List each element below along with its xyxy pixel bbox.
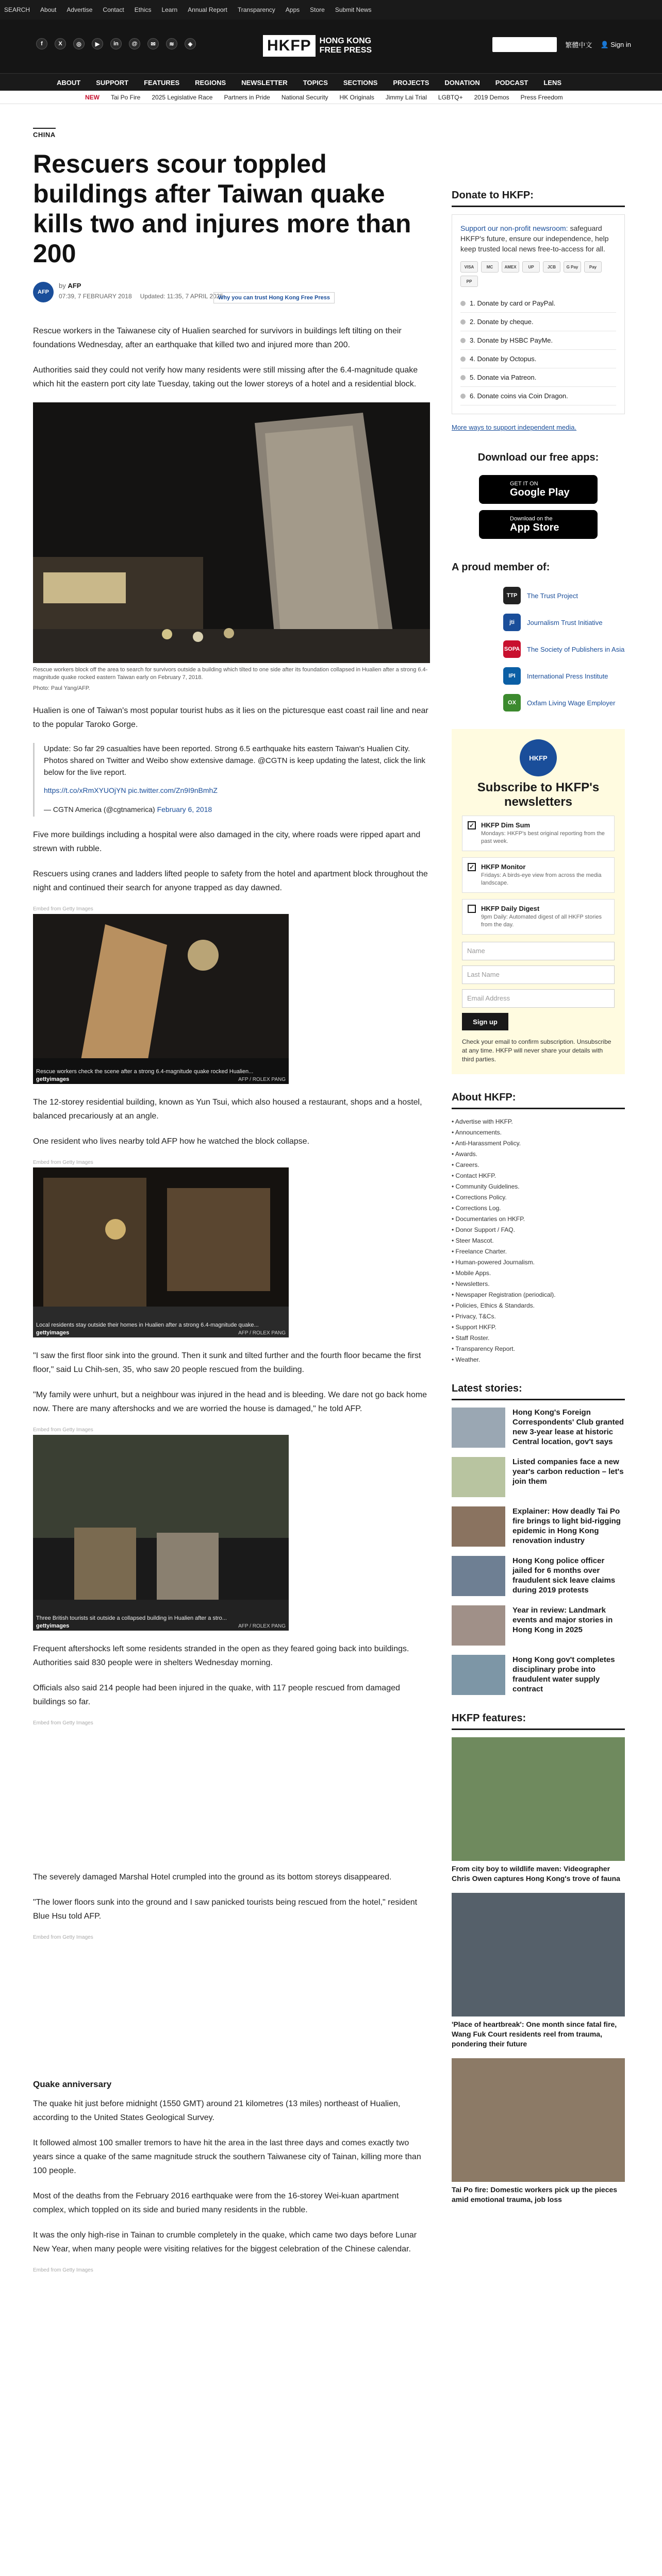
paragraph: Hualien is one of Taiwan's most popular tourist hubs as it lies on the picturesque east coast rail line and near to the popular Taroko Gorge.: [33, 706, 428, 729]
nav-item[interactable]: TOPICS: [303, 78, 328, 87]
paragraph: "The lower floors sunk into the ground and I saw panicked tourists being rescued from the hotel," resident Blue Hsu told AFP.: [33, 1898, 418, 1921]
author-avatar[interactable]: AFP: [33, 282, 54, 302]
member-item[interactable]: [503, 640, 625, 658]
trending-link[interactable]: HK Originals: [339, 94, 374, 101]
paragraph: Officials also said 214 people had been injured in the quake, with 117 people rescued from damaged buildings so far.: [33, 1684, 400, 1706]
sidebar: [452, 128, 625, 2214]
apps-heading: Download our free apps:: [477, 452, 599, 463]
payment-card-icon: PP: [460, 276, 478, 287]
nav-item[interactable]: REGIONS: [195, 78, 226, 87]
latest-stories: [452, 1408, 625, 1695]
paragraph: Frequent aftershocks left some residents stranded in the open as they feared going back into buildings. Authorities said 830 people were in shelters Wednesday morning.: [33, 1645, 409, 1667]
utility-link[interactable]: Contact: [103, 6, 124, 13]
tweet-embed: [33, 743, 430, 817]
story-thumbnail[interactable]: [452, 1408, 505, 1448]
latest-story[interactable]: [452, 1655, 625, 1695]
getty-embed-2: [33, 1160, 430, 1337]
newsletter-options: [462, 816, 615, 935]
embed-credit: Embed from Getty Images: [33, 906, 93, 912]
story-title[interactable]: Explainer: How deadly Tai Po fire brings to light bid-rigging epidemic in Hong Kong renovation industry: [512, 1507, 621, 1545]
newsletter-title: HKFP Daily Digest: [481, 905, 540, 912]
tweet-author: — CGTN America (@cgtnamerica): [44, 805, 155, 814]
about-link-label: Support HKFP.: [455, 1324, 496, 1331]
embed-credit: Embed from Getty Images: [33, 1427, 93, 1433]
getty-embed-1: [33, 906, 430, 1084]
donate-options: [460, 294, 616, 405]
about-link-label: Careers.: [455, 1161, 479, 1168]
payment-cards: [460, 261, 616, 287]
about-link[interactable]: • Staff Roster.: [452, 1334, 490, 1342]
about-link-label: Newspaper Registration (periodical).: [455, 1291, 556, 1298]
payment-card-icon: VISA: [460, 261, 478, 273]
masthead: [0, 20, 662, 73]
sign-in-link[interactable]: 👤 Sign in: [600, 40, 631, 48]
rss-icon[interactable]: ≋: [166, 38, 177, 49]
about-link-label: Community Guidelines.: [455, 1183, 520, 1190]
trending-link[interactable]: 2019 Demos: [474, 94, 509, 101]
logo-mark: HKFP: [263, 35, 316, 57]
features-heading: HKFP features:: [452, 1713, 625, 1730]
about-link[interactable]: • Transparency Report.: [452, 1345, 515, 1352]
section-heading: Quake anniversary: [33, 2079, 112, 2089]
feature-image[interactable]: [452, 1737, 625, 1861]
trust-link[interactable]: Why you can trust Hong Kong Free Press: [213, 292, 335, 303]
trending-bar: [0, 91, 662, 104]
paragraph: Rescue workers in the Taiwanese city of Hualien searched for survivors in buildings left tilting on their foundations Wednesday, after an earthquake that killed two and injured more than 200.: [33, 327, 402, 349]
story-title[interactable]: Hong Kong's Foreign Correspondents' Club granted new 3-year lease at historic Central location, gov't says: [512, 1408, 624, 1446]
donate-option[interactable]: [460, 368, 616, 387]
about-link-label: Awards.: [455, 1150, 478, 1158]
feature-title[interactable]: 'Place of heartbreak': One month since fatal fire, Wang Fuk Court residents reel from trauma, pondering their future: [452, 2020, 617, 2048]
newsletter-desc: Fridays: A birds-eye view from across the media landscape.: [481, 872, 602, 886]
member-name: The Trust Project: [527, 591, 578, 600]
category-label[interactable]: CHINA: [33, 128, 56, 139]
latest-heading: Latest stories:: [452, 1383, 625, 1400]
about-link[interactable]: • Careers.: [452, 1161, 479, 1168]
embed-credit: Embed from Getty Images: [33, 1160, 93, 1165]
feature-title[interactable]: From city boy to wildlife maven: Videographer Chris Owen captures Hong Kong's trove of fauna: [452, 1865, 620, 1883]
newsletter-heading: Subscribe to HKFP's newsletters: [477, 781, 600, 809]
getty-tag: AFP / ROLEX PANG: [238, 1077, 286, 1082]
tweet-text: Update: So far 29 casualties have been reported. Strong 6.5 earthquake hits eastern Taiwan's Hualien City. Photos shared on Twitter and Weibo show extensive damage. @CGTN is keep updating the latest, click the link below for the live report.: [44, 744, 426, 777]
donate-heading: Donate to HKFP:: [452, 190, 625, 207]
getty-tag: AFP / ROLEX PANG: [238, 1623, 286, 1629]
payment-card-icon: JCB: [543, 261, 560, 273]
newsletter-option-text: [481, 821, 609, 845]
donate-option[interactable]: [460, 350, 616, 368]
linkedin-icon[interactable]: in: [110, 38, 122, 49]
paragraph: Most of the deaths from the February 2016 earthquake were from the 16-storey Wei-kuan apartment complex, which toppled on its side and buried many residents in the rubble.: [33, 2192, 399, 2214]
trending-link[interactable]: LGBTQ+: [438, 94, 463, 101]
radio-icon[interactable]: [460, 338, 466, 343]
latest-story[interactable]: [452, 1556, 625, 1596]
about-link[interactable]: • Support HKFP.: [452, 1324, 496, 1331]
feature-image[interactable]: [452, 1893, 625, 2016]
byline: [33, 280, 430, 307]
by-label: by: [59, 282, 66, 290]
site-logo[interactable]: [263, 29, 400, 63]
member-name: International Press Institute: [527, 672, 608, 680]
feature-story[interactable]: [452, 1893, 625, 2049]
about-link-label: Weather.: [455, 1356, 481, 1363]
member-name: Journalism Trust Initiative: [527, 618, 603, 626]
story-thumbnail[interactable]: [452, 1457, 505, 1497]
paragraph: Five more buildings including a hospital were also damaged in the city, where roads were ripped apart and strewn with rubble.: [33, 831, 421, 853]
about-link[interactable]: • Advertise with HKFP.: [452, 1118, 513, 1125]
top-utility-bar: [0, 0, 662, 20]
about-link-label: Policies, Ethics & Standards.: [455, 1302, 535, 1309]
about-link-label: Freelance Charter.: [455, 1248, 507, 1255]
about-link[interactable]: • Policies, Ethics & Standards.: [452, 1302, 535, 1309]
photo-illustration: [33, 402, 430, 663]
story-title[interactable]: Year in review: Landmark events and major stories in Hong Kong in 2025: [512, 1606, 613, 1634]
about-link-label: Contact HKFP.: [455, 1172, 496, 1179]
donate-option[interactable]: [460, 331, 616, 350]
about-link[interactable]: • Announcements.: [452, 1129, 502, 1136]
newsletter-desc: 9pm Daily: Automated digest of all HKFP stories from the day.: [481, 914, 602, 928]
member-logo-icon: TTP: [503, 587, 521, 604]
app-store-small: Download on the: [510, 515, 553, 522]
story-thumbnail[interactable]: [452, 1605, 505, 1646]
newsletter-option-text: [481, 905, 609, 929]
about-link-label: Corrections Policy.: [455, 1194, 507, 1201]
about-link-label: Mobile Apps.: [455, 1269, 491, 1277]
residents-outside-photo[interactable]: [33, 1167, 289, 1337]
getty-logo: gettyimages: [36, 1076, 70, 1082]
newsletter-box: [452, 729, 625, 1074]
utility-link[interactable]: Annual Report: [188, 6, 227, 13]
bluesky-icon[interactable]: ◈: [185, 38, 196, 49]
latest-story[interactable]: [452, 1457, 625, 1497]
donate-intro-text: safeguard HKFP's future, ensure our independence, help keep trusted local news free-to-access for all.: [460, 224, 609, 253]
payment-card-icon: Pay: [584, 261, 602, 273]
donate-option-label: 5. Donate via Patreon.: [470, 374, 537, 381]
donate-option-label: 3. Donate by HSBC PayMe.: [470, 336, 553, 344]
trending-link[interactable]: Tai Po Fire: [111, 94, 141, 101]
utility-link[interactable]: Transparency: [237, 6, 275, 13]
paragraph: Authorities said they could not verify how many residents were still missing after the 6.4-magnitude quake which hit the eastern port city late Tuesday, taking out the lower storeys of a hotel and a residential block.: [33, 366, 418, 388]
latest-story[interactable]: [452, 1605, 625, 1646]
about-link-label: Announcements.: [455, 1129, 502, 1136]
trending-items: [85, 91, 563, 104]
about-link[interactable]: • Community Guidelines.: [452, 1183, 520, 1190]
about-link[interactable]: • Newsletters.: [452, 1280, 490, 1287]
newsletter-fields: [462, 942, 615, 1008]
about-link[interactable]: • Corrections Policy.: [452, 1194, 507, 1201]
radio-icon[interactable]: [460, 319, 466, 325]
embed-credit: Embed from Getty Images: [33, 1935, 93, 1940]
payment-card-icon: UP: [522, 261, 540, 273]
byline-text: [59, 282, 223, 300]
facebook-icon[interactable]: f: [36, 38, 47, 49]
about-link-label: Privacy, T&Cs.: [455, 1313, 496, 1320]
about-link-label: Newsletters.: [455, 1280, 490, 1287]
utility-link[interactable]: Store: [310, 6, 325, 13]
photo-illustration: [33, 1167, 289, 1337]
figure-main: [33, 402, 430, 692]
trending-link[interactable]: National Security: [281, 94, 328, 101]
about-link[interactable]: • Human-powered Journalism.: [452, 1259, 535, 1266]
about-link-label: Donor Support / FAQ.: [455, 1226, 515, 1233]
sign-in-label: Sign in: [610, 40, 631, 48]
about-link[interactable]: • Corrections Log.: [452, 1205, 501, 1212]
about-link-label: Staff Roster.: [455, 1334, 490, 1342]
utility-link[interactable]: Learn: [161, 6, 178, 13]
radio-icon[interactable]: [460, 357, 466, 362]
about-link-label: Human-powered Journalism.: [455, 1259, 535, 1266]
utility-link[interactable]: SEARCH: [4, 6, 30, 13]
newsletter-desc: Mondays: HKFP's best original reporting from the past week.: [481, 831, 605, 844]
about-link[interactable]: • Newspaper Registration (periodical).: [452, 1291, 556, 1298]
newsletter-input[interactable]: Last Name: [462, 965, 615, 984]
radio-icon[interactable]: [460, 301, 466, 306]
about-link[interactable]: • Steer Mascot.: [452, 1237, 494, 1244]
nav-item[interactable]: FEATURES: [144, 78, 180, 87]
threads-icon[interactable]: @: [129, 38, 140, 49]
feature-story[interactable]: [452, 1737, 625, 1884]
getty-caption: Local residents stay outside their homes in Hualien after a strong 6.4-magnitude quake...: [36, 1322, 259, 1328]
about-link[interactable]: • Freelance Charter.: [452, 1248, 507, 1255]
tweet-date[interactable]: February 6, 2018: [157, 805, 212, 814]
about-link-label: Corrections Log.: [455, 1205, 501, 1212]
tweet-url[interactable]: https://t.co/xRmXYUOjYN pic.twitter.com/Zn9I9nBmhZ: [44, 786, 218, 794]
nav-item[interactable]: LENS: [543, 78, 562, 87]
donate-option-label: 4. Donate by Octopus.: [470, 355, 537, 363]
about-link[interactable]: • Anti-Harassment Policy.: [452, 1140, 521, 1147]
tourists-photo[interactable]: [33, 1435, 289, 1631]
about-link[interactable]: • Mobile Apps.: [452, 1269, 491, 1277]
checkbox[interactable]: ✓: [468, 821, 476, 829]
paragraph: The quake hit just before midnight (1550 GMT) around 21 kilometres (13 miles) northeast of Hualien, according to the United States Geological Survey.: [33, 2099, 401, 2122]
google-play-button[interactable]: [479, 475, 598, 504]
about-link[interactable]: • Contact HKFP.: [452, 1172, 496, 1179]
photo-illustration: [33, 1435, 289, 1631]
about-link-label: Steer Mascot.: [455, 1237, 494, 1244]
paragraph: The 12-storey residential building, known as Yun Tsui, which also housed a restaurant, shops and a hostel, balanced precariously at an angle.: [33, 1098, 422, 1121]
story-title[interactable]: Hong Kong police officer jailed for 6 months over fraudulent sick leave claims during 2019 protests: [512, 1556, 616, 1595]
tilted-building-photo: [33, 402, 430, 663]
app-store-button[interactable]: [479, 510, 598, 539]
member-item[interactable]: [503, 587, 625, 604]
date-updated: Updated: 11:35, 7 APRIL 2025: [140, 293, 224, 300]
getty-embed-3: [33, 1427, 430, 1631]
about-link[interactable]: • Documentaries on HKFP.: [452, 1215, 525, 1223]
article-body: [33, 324, 430, 2273]
donate-intro: [460, 223, 616, 254]
member-name: Oxfam Living Wage Employer: [527, 699, 616, 707]
story-thumbnail[interactable]: [452, 1655, 505, 1695]
feature-title[interactable]: Tai Po fire: Domestic workers pick up the pieces amid emotional trauma, job loss: [452, 2185, 618, 2204]
member-heading: A proud member of:: [452, 562, 550, 573]
payment-card-icon: AMEX: [502, 261, 519, 273]
author-name[interactable]: AFP: [68, 282, 81, 290]
feature-stories: [452, 1737, 625, 2205]
newsletter-input[interactable]: Name: [462, 942, 615, 960]
member-logos: [452, 587, 625, 711]
about-links: [452, 1116, 625, 1365]
app-store-label: App Store: [510, 521, 559, 533]
more-ways-link[interactable]: More ways to support independent media.: [452, 423, 577, 431]
donate-box: [452, 214, 625, 414]
latest-story[interactable]: [452, 1506, 625, 1547]
newsletter-option-text: [481, 863, 609, 887]
figure-caption: Rescue workers block off the area to search for survivors outside a building which tilted to one side after its foundation collapsed in Hualien after a strong 6.4-magnitude quake rocked eastern Taiwan early on February 7, 2018.: [33, 667, 428, 681]
tweet-link[interactable]: [44, 784, 430, 798]
paragraph: The severely damaged Marshal Hotel crumpled into the ground as its bottom storeys disappeared.: [33, 1873, 392, 1882]
story-title[interactable]: Hong Kong gov't completes disciplinary probe into fraudulent water supply contract: [512, 1655, 615, 1693]
tweet-signature: [44, 803, 430, 817]
donate-option-label: 1. Donate by card or PayPal.: [470, 299, 556, 307]
about-link[interactable]: • Weather.: [452, 1356, 481, 1363]
about-link[interactable]: • Donor Support / FAQ.: [452, 1226, 515, 1233]
member-logo-icon: SOPA: [503, 640, 521, 658]
paragraph: It was the only high-rise in Tainan to crumble completely in the quake, which came two days before Lunar New Year, when many people were visiting relatives for the biggest celebration of the Chinese calendar.: [33, 2231, 417, 2253]
trending-link[interactable]: Partners in Pride: [224, 94, 270, 101]
member-logo-icon: IPI: [503, 667, 521, 685]
story-title[interactable]: Listed companies face a new year's carbon reduction – let's join them: [512, 1458, 624, 1486]
about-heading: About HKFP:: [452, 1092, 625, 1109]
nav-item[interactable]: NEWSLETTER: [241, 78, 288, 87]
instagram-icon[interactable]: ◎: [73, 38, 85, 49]
trending-link[interactable]: 2025 Legislative Race: [152, 94, 213, 101]
newsletter-note: Check your email to confirm subscription. Unsubscribe at any time. HKFP will never share your details with third parties.: [462, 1038, 611, 1063]
member-name: The Society of Publishers in Asia: [527, 645, 625, 653]
about-link-label: Anti-Harassment Policy.: [455, 1140, 521, 1147]
trending-link[interactable]: Jimmy Lai Trial: [385, 94, 427, 101]
donate-option-label: 6. Donate coins via Coin Dragon.: [470, 392, 568, 400]
story-thumbnail[interactable]: [452, 1556, 505, 1596]
social-links: [36, 38, 196, 49]
main-nav-items: [57, 74, 561, 91]
radio-icon[interactable]: [460, 375, 466, 380]
paragraph: It followed almost 100 smaller tremors to have hit the area in the last three days and comes exactly two years since a quake of the same magnitude struck the southern Taiwanese city of Tainan, killing more than 100 people.: [33, 2139, 421, 2175]
getty-tag: AFP / ROLEX PANG: [238, 1330, 286, 1336]
newsletter-title: HKFP Monitor: [481, 863, 526, 871]
donate-option-label: 2. Donate by cheque.: [470, 318, 534, 326]
about-link-label: Advertise with HKFP.: [455, 1118, 513, 1125]
about-link[interactable]: • Privacy, T&Cs.: [452, 1313, 496, 1320]
about-link-label: Documentaries on HKFP.: [455, 1215, 525, 1223]
figure-credit: Photo: Paul Yang/AFP.: [33, 685, 90, 691]
getty-logo: gettyimages: [36, 1623, 70, 1629]
newsletter-option[interactable]: [462, 857, 615, 893]
newsletter-option[interactable]: [462, 816, 615, 851]
twitter-icon[interactable]: X: [55, 38, 66, 49]
nav-item[interactable]: ABOUT: [57, 78, 81, 87]
signup-button[interactable]: Sign up: [462, 1013, 508, 1030]
about-link-label: Transparency Report.: [455, 1345, 515, 1352]
newsletter-input[interactable]: Email Address: [462, 989, 615, 1008]
getty-caption: Three British tourists sit outside a collapsed building in Hualien after a stro...: [36, 1615, 227, 1621]
member-item[interactable]: [503, 694, 625, 711]
article-dates: [59, 293, 223, 300]
donate-intro-link[interactable]: Support our non-profit newsroom:: [460, 224, 568, 232]
nav-item[interactable]: PROJECTS: [393, 78, 429, 87]
newsletter-logo: HKFP: [520, 739, 557, 776]
checkbox[interactable]: [468, 905, 476, 913]
payment-card-icon: MC: [481, 261, 499, 273]
paragraph: "I saw the first floor sink into the ground. Then it sunk and tilted further and the fourth floor became the first floor," said Lu Chih-sen, 35, who saw 20 people rescued from the building.: [33, 1351, 421, 1374]
mail-icon[interactable]: ✉: [147, 38, 159, 49]
checkbox[interactable]: ✓: [468, 863, 476, 871]
paragraph: "My family were unhurt, but a neighbour was injured in the head and is bleeding. We dare not go back home now. There are many aftershocks and we are worried the house is damaged," he told AFP.: [33, 1391, 427, 1413]
newsletter-title: HKFP Dim Sum: [481, 821, 531, 829]
main-navigation: [0, 73, 662, 91]
support-button[interactable]: SUPPORT HKFP: [492, 37, 557, 52]
date-published: 07:39, 7 FEBRUARY 2018: [59, 293, 132, 300]
utility-link[interactable]: Apps: [285, 6, 300, 13]
utility-link[interactable]: Advertise: [67, 6, 93, 13]
paragraph: Rescuers using cranes and ladders lifted people to safety from the hotel and apartment block throughout the night and continued their search for anyone trapped as day dawned.: [33, 870, 428, 892]
utility-link[interactable]: Ethics: [134, 6, 152, 13]
getty-caption: Rescue workers check the scene after a strong 6.4-magnitude quake rocked Hualien...: [36, 1069, 254, 1075]
nav-item[interactable]: SECTIONS: [343, 78, 378, 87]
feature-image[interactable]: [452, 2058, 625, 2182]
utility-links: [4, 0, 372, 20]
embed-credit: Embed from Getty Images: [33, 2267, 93, 2273]
donate-option[interactable]: [460, 387, 616, 405]
utility-link[interactable]: About: [40, 6, 57, 13]
getty-logo: gettyimages: [36, 1330, 70, 1336]
latest-story[interactable]: [452, 1408, 625, 1448]
member-logo-icon: jti: [503, 614, 521, 631]
member-logo-icon: OX: [503, 694, 521, 711]
photo-illustration: [33, 914, 289, 1084]
donate-option[interactable]: [460, 294, 616, 313]
google-play-small: GET IT ON: [510, 480, 538, 487]
donate-option[interactable]: [460, 313, 616, 331]
nav-item[interactable]: SUPPORT: [96, 78, 129, 87]
member-item[interactable]: [503, 667, 625, 685]
night-rescue-photo[interactable]: [33, 914, 289, 1084]
embed-credit: Embed from Getty Images: [33, 1720, 93, 1726]
google-play-label: Google Play: [510, 486, 570, 498]
language-link[interactable]: 繁體中文: [565, 41, 592, 49]
member-item[interactable]: [503, 614, 625, 631]
story-thumbnail[interactable]: [452, 1506, 505, 1547]
utility-link[interactable]: Submit News: [335, 6, 372, 13]
nav-item[interactable]: DONATION: [444, 78, 480, 87]
logo-text: HONG KONG FREE PRESS: [319, 37, 372, 55]
new-tag: NEW: [85, 94, 100, 101]
payment-card-icon: G Pay: [564, 261, 581, 273]
trending-link[interactable]: Press Freedom: [520, 94, 563, 101]
newsletter-option[interactable]: [462, 899, 615, 935]
nav-item[interactable]: PODCAST: [495, 78, 528, 87]
masthead-actions: [492, 37, 631, 52]
article-title: Rescuers scour toppled buildings after Taiwan quake kills two and injures more than 200: [33, 149, 411, 268]
paragraph: One resident who lives nearby told AFP how he watched the block collapse.: [33, 1137, 310, 1146]
feature-story[interactable]: [452, 2058, 625, 2205]
radio-icon[interactable]: [460, 394, 466, 399]
youtube-icon[interactable]: ▶: [92, 38, 103, 49]
about-link[interactable]: • Awards.: [452, 1150, 478, 1158]
article: [33, 128, 430, 2273]
